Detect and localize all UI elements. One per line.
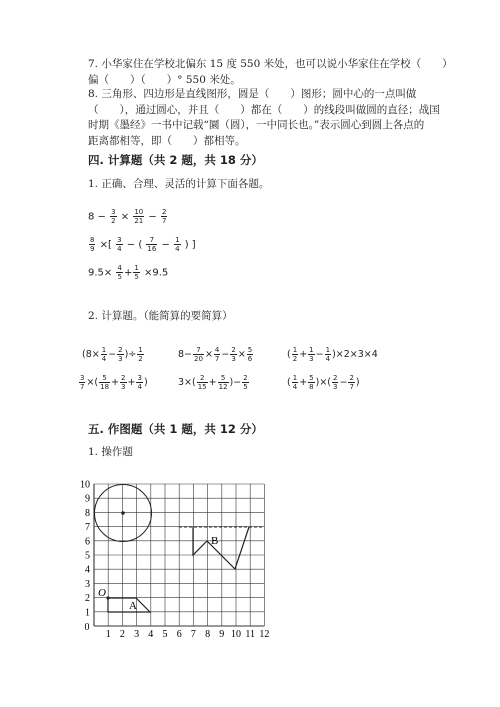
expression-3: 9.5× $\frac{4}{5}$ + $\frac{1}{5}$ ×9.5: [88, 264, 169, 281]
y-tick-label: 10: [80, 479, 90, 491]
x-tick-label: 12: [259, 629, 270, 640]
coordinate-grid-figure: [78, 478, 278, 642]
y-tick-label: 2: [85, 593, 90, 605]
question-8-line-2: （ ），通过圆心，并且（ ）都在（ ）的线段叫做圆的直径；战国: [88, 104, 440, 116]
y-tick-label: 8: [85, 507, 90, 519]
x-tick-label: 11: [245, 629, 256, 640]
section-5-sub-1: 1. 操作题: [88, 446, 133, 458]
expression-1: 8 − $\frac{3}{2}$ × $\frac{10}{21}$ − $\frac{2}{7}$: [88, 208, 167, 225]
expression-9: ( $\frac{1}{4}$ + $\frac{5}{8}$ )×( $\frac{2}{3}$ − $\frac{2}{7}$ ): [287, 374, 360, 391]
x-tick-label: 9: [219, 629, 225, 640]
expression-4: (8× $\frac{1}{4}$ − $\frac{2}{3}$ )÷ $\frac{1}{2}$: [82, 346, 143, 363]
expression-8: 3×( $\frac{2}{15}$ + $\frac{5}{12}$ )− $\frac{2}{5}$: [178, 374, 248, 391]
circle-center-dot: [121, 511, 125, 515]
x-tick-label: 1: [105, 629, 111, 640]
y-tick-label: 6: [85, 536, 90, 548]
section-4-sub-2: 2. 计算题。（能简算的要简算）: [88, 310, 233, 322]
question-8-line-3: 时期《墨经》一书中记载“圜（圆），一中同长也。”表示圆心到圆上各点的: [88, 119, 425, 131]
expression-2: $\frac{8}{9}$ ×[ $\frac{3}{4}$ − ( $\frac{7}{16}$ − $\frac{1}{4}$ ) ]: [90, 236, 196, 253]
x-tick-label: 7: [190, 629, 196, 640]
origin-label: 0: [84, 622, 90, 633]
x-tick-label: 4: [148, 629, 154, 640]
section-5-title: 五. 作图题（共 1 题，共 12 分）: [88, 422, 263, 436]
x-axis-labels: [106, 629, 270, 640]
section-4-title: 四. 计算题（共 2 题，共 18 分）: [88, 153, 263, 167]
x-tick-label: 5: [162, 629, 168, 640]
y-tick-label: 7: [85, 522, 90, 534]
expression-7: $\frac{3}{7}$ ×( $\frac{5}{18}$ + $\frac{2}{3}$ + $\frac{3}{4}$ ): [80, 374, 148, 391]
y-tick-label: 4: [85, 564, 90, 576]
grid-lines: [94, 484, 264, 626]
label-o: O: [98, 587, 106, 599]
x-tick-label: 6: [176, 629, 182, 640]
y-tick-label: 9: [85, 493, 90, 505]
expression-6: ( $\frac{1}{2}$ + $\frac{1}{3}$ − $\frac{1}{4}$ )×2×3×4: [287, 346, 378, 363]
expression-5: 8− $\frac{7}{20}$ × $\frac{4}{7}$ − $\frac{2}{3}$ × $\frac{5}{6}$: [178, 346, 253, 363]
shape-b: [193, 527, 249, 569]
x-tick-label: 3: [134, 629, 140, 640]
section-4-sub-1: 1. 正确、合理、灵活的计算下面各题。: [88, 178, 270, 190]
y-axis-labels: [80, 480, 90, 619]
question-8-line-4: 距离都相等，即（ ）都相等。: [88, 135, 246, 147]
point-o: [106, 596, 109, 599]
label-b: B: [211, 535, 219, 547]
x-tick-label: 8: [205, 629, 211, 640]
question-7-line-1: 7. 小华家住在学校北偏东 15 度 550 米处，也可以说小华家住在学校（ ）: [88, 58, 453, 70]
x-tick-label: 10: [231, 629, 241, 640]
y-tick-label: 3: [85, 578, 90, 590]
x-tick-label: 2: [119, 629, 125, 640]
question-7-line-2: 偏（ ）（ ）° 550 米处。: [88, 74, 241, 86]
label-a: A: [129, 600, 137, 612]
question-8-line-1: 8. 三角形、四边形是直线图形，圆是（ ）图形；圆中心的一点叫做: [88, 88, 417, 100]
y-tick-label: 5: [85, 550, 90, 562]
y-tick-label: 1: [85, 607, 90, 619]
